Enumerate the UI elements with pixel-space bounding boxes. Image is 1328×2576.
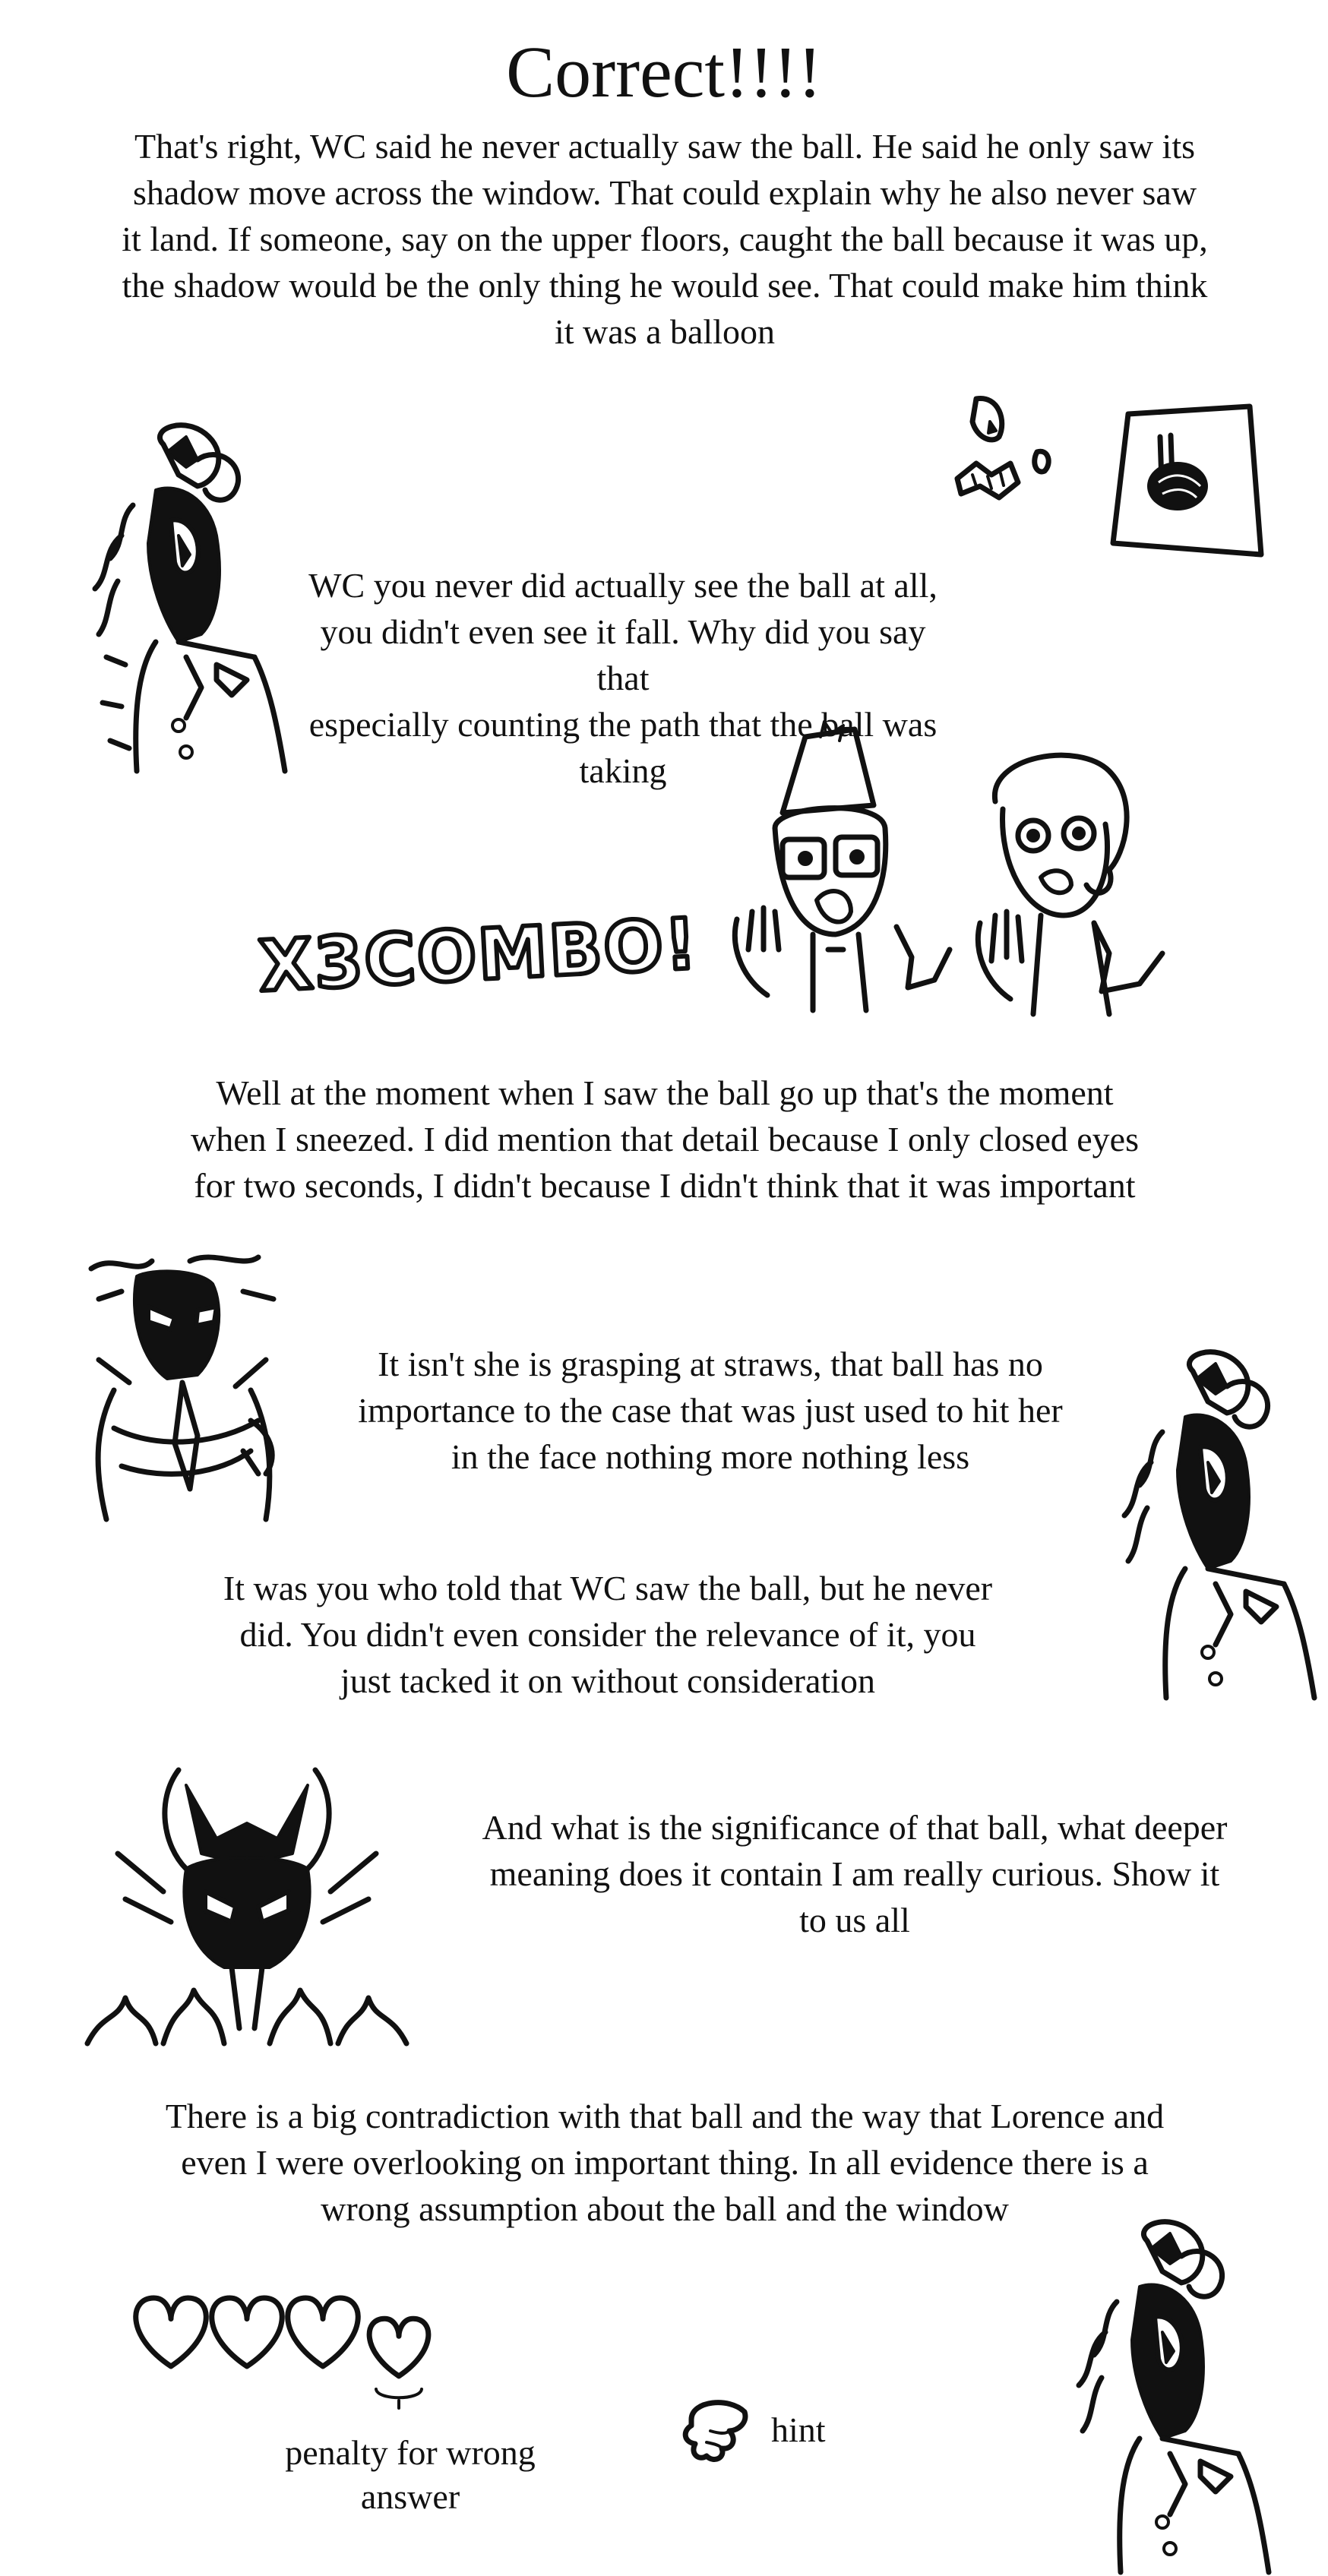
penalty-bracket [376,2389,422,2408]
prosecutor-challenge-dialogue: And what is the significance of that ball, what deeper meaning does it contain I am really curious. Show it to us all [482,1808,1228,1939]
shocked-face-icon [946,391,1075,513]
defense-attorney-portrait-right [1109,1341,1322,1713]
prosecutor-portrait [68,1246,296,1527]
hint-button[interactable] [676,2389,858,2473]
hint-label[interactable]: hint [771,2410,826,2449]
witness-wc-portrait [722,706,957,1010]
witness-woman-portrait [957,741,1178,1014]
prosecutor-objection-dialogue: It isn't she is grasping at straws, that ball has no importance to the case that was just used to hit her in the face nothing more nothing less [358,1345,1063,1476]
defense-counter-dialogue: It was you who told that WC saw the ball, but he never did. You didn't even consider the relevance of it, you just tacked it on without consideration [223,1569,993,1700]
page-title: Correct!!!! [506,31,822,112]
wing-icon[interactable] [676,2389,760,2473]
combo-banner [251,896,700,1008]
defense-attorney-portrait-bottom [1041,2211,1292,2572]
witness-reply-dialogue: Well at the moment when I saw the ball go up that's the moment when I sneezed. I did mention that detail because I only closed eyes for two seconds, I didn't because I didn't think that it was important [191,1073,1139,1205]
penalty-hearts [129,2287,463,2416]
combo-text: X3COMBO! [257,902,700,1008]
defense-thought-narration: There is a big contradiction with that ball and the way that Lorence and even I were overlooking on important thing. In all evidence there is a wrong assumption about the ball and the window [165,2097,1165,2228]
heart-icon [212,2298,283,2366]
prosecutor-intense-portrait [72,1740,422,2059]
heart-icon [288,2298,359,2366]
evidence-photo [1105,399,1269,562]
penalty-label: penalty for wrong answer [285,2433,536,2516]
intro-narration: That's right, WC said he never actually saw the ball. He said he only saw its shadow move across the window. That could explain why he also never saw it land. If someone, say on the upper floors, caught the ball because it was up, the shadow would be the only thing he would see. That could make him think it was a balloon [122,127,1208,351]
defense-accusation-dialogue: WC you never did actually see the ball at all, you didn't even see it fall. Why did you say that especially counting the path that the ball was taking [308,566,938,790]
penalty-heart-icon [369,2318,428,2376]
heart-icon [136,2298,207,2366]
defense-attorney-portrait [65,414,292,786]
